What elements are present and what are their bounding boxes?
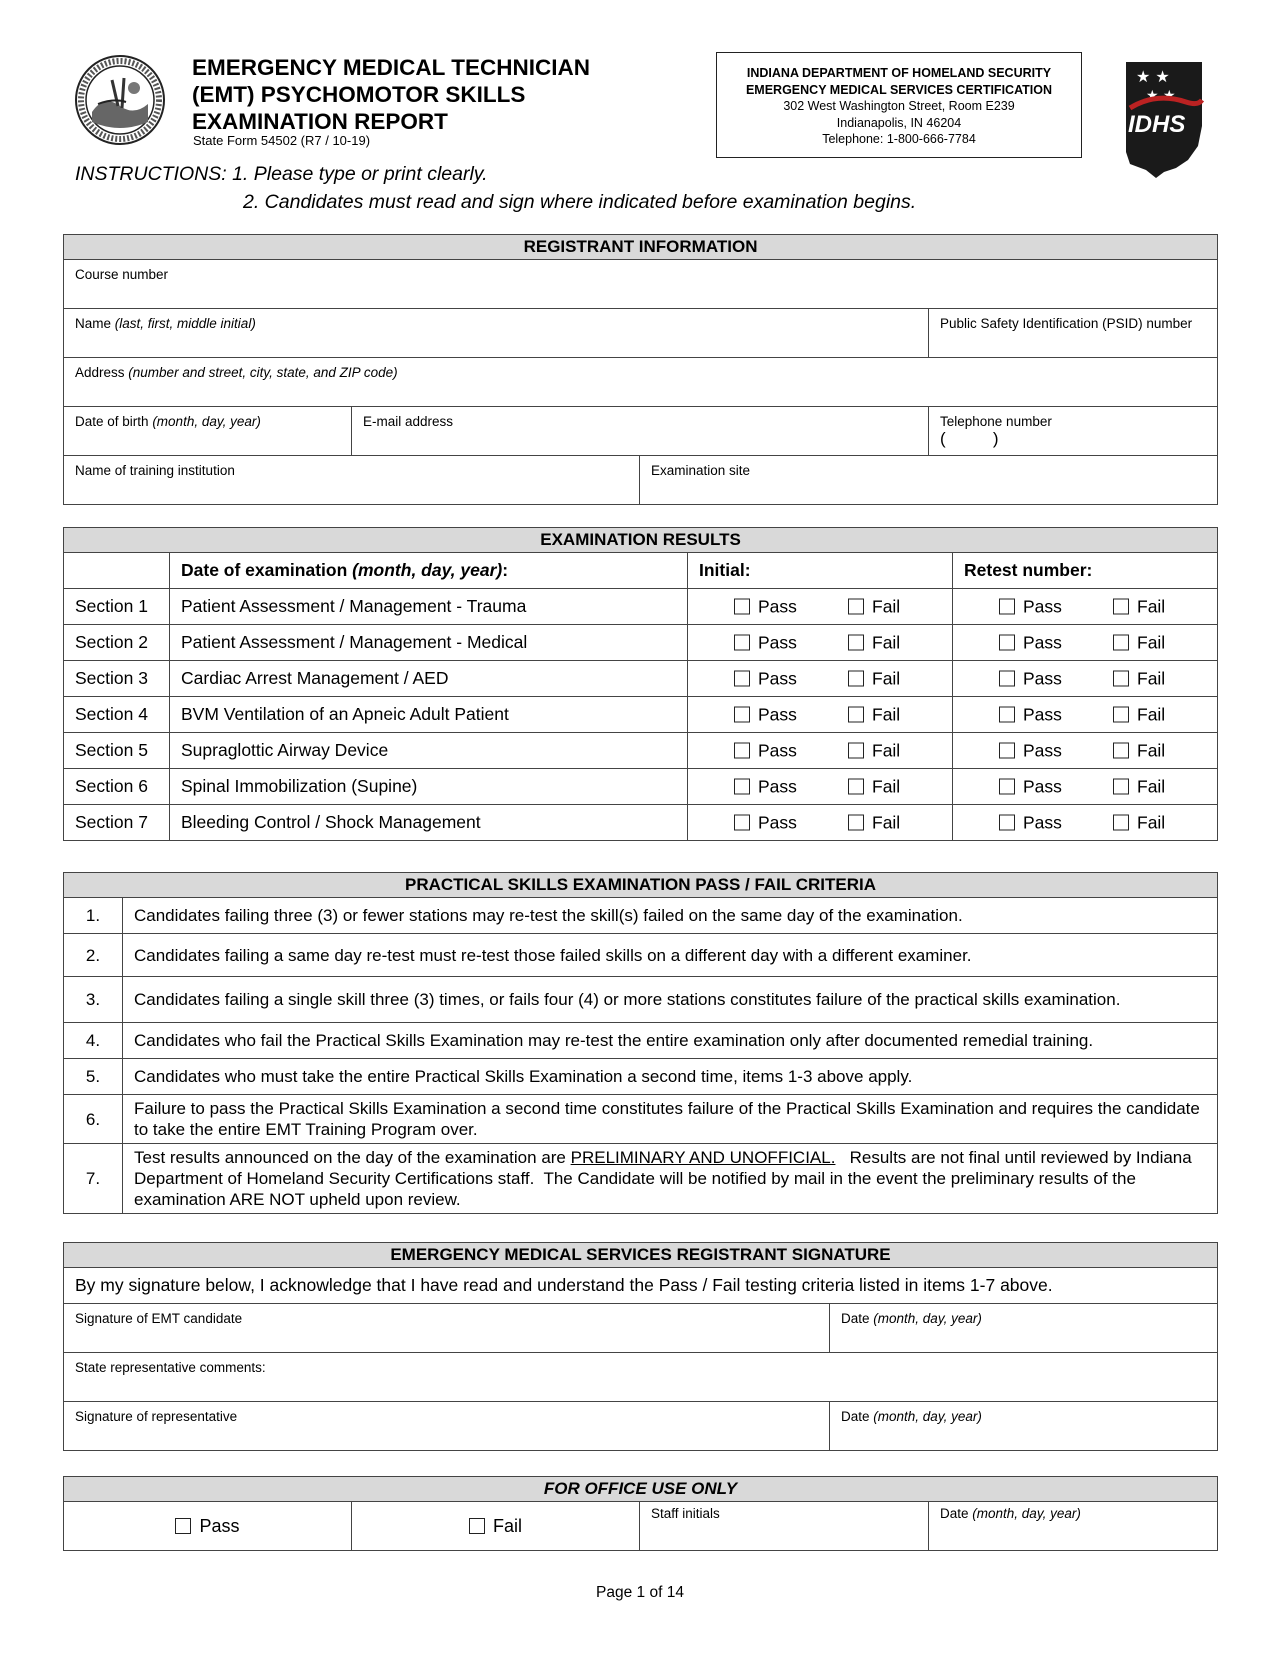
svg-text:★ ★: ★ ★	[1146, 88, 1176, 104]
section-heading: REGISTRANT INFORMATION	[64, 235, 1218, 260]
checkbox-icon	[848, 814, 864, 830]
initial-fail-checkbox[interactable]: Fail	[848, 704, 900, 725]
agency-address-box: INDIANA DEPARTMENT OF HOMELAND SECURITY EMERGENCY MEDICAL SERVICES CERTIFICATION 302 West Washington Street, Room E239 Indianapolis, IN 46204 Telephone: 1-800-666-7784	[716, 52, 1082, 158]
telephone-field[interactable]: Telephone number ( )	[929, 407, 1218, 456]
retest-pass-checkbox[interactable]: Pass	[999, 632, 1062, 653]
checkbox-icon	[734, 598, 750, 614]
initial-pass-checkbox[interactable]: Pass	[734, 596, 797, 617]
result-row	[64, 697, 1218, 733]
initial-fail-checkbox[interactable]: Fail	[848, 812, 900, 833]
section-label: Section 2	[64, 625, 170, 661]
registrant-information-table	[63, 234, 1218, 505]
idhs-logo-icon	[1116, 56, 1212, 180]
criteria-number: 4.	[64, 1023, 123, 1059]
criteria-text: Candidates who must take the entire Practical Skills Examination a second time, items 1-3 above apply.	[123, 1059, 1218, 1095]
date-of-birth-field[interactable]: Date of birth (month, day, year)	[64, 407, 352, 456]
checkbox-icon	[1113, 742, 1129, 758]
office-use-table	[63, 1476, 1218, 1551]
initial-pass-fail-cell	[688, 733, 953, 769]
checkbox-icon	[848, 598, 864, 614]
retest-fail-checkbox[interactable]: Fail	[1113, 740, 1165, 761]
initial-pass-fail-cell	[688, 661, 953, 697]
criteria-text: Candidates failing a single skill three (3) times, or fails four (4) or more stations constitutes failure of the practical skills examination.	[123, 977, 1218, 1023]
retest-pass-fail-cell	[953, 625, 1218, 661]
initial-fail-checkbox[interactable]: Fail	[848, 596, 900, 617]
section-label: Section 7	[64, 805, 170, 841]
criteria-row	[64, 977, 1218, 1023]
checkbox-icon	[734, 742, 750, 758]
checkbox-icon	[734, 778, 750, 794]
svg-text:IDHS: IDHS	[1128, 111, 1186, 138]
section-heading: EXAMINATION RESULTS	[64, 528, 1218, 553]
retest-pass-checkbox[interactable]: Pass	[999, 812, 1062, 833]
checkbox-icon	[1113, 778, 1129, 794]
training-institution-field[interactable]: Name of training institution	[64, 456, 640, 505]
examination-site-field[interactable]: Examination site	[640, 456, 1218, 505]
representative-date-field[interactable]: Date (month, day, year)	[830, 1402, 1218, 1451]
retest-pass-fail-cell	[953, 589, 1218, 625]
initial-fail-checkbox[interactable]: Fail	[848, 776, 900, 797]
course-number-field[interactable]: Course number	[64, 260, 1218, 309]
checkbox-icon	[1113, 670, 1129, 686]
representative-signature-field[interactable]: Signature of representative	[64, 1402, 830, 1451]
criteria-number: 1.	[64, 898, 123, 934]
section-heading: PRACTICAL SKILLS EXAMINATION PASS / FAIL CRITERIA	[64, 873, 1218, 898]
criteria-number: 7.	[64, 1144, 123, 1214]
checkbox-icon	[999, 634, 1015, 650]
criteria-text: Failure to pass the Practical Skills Examination a second time constitutes failure of the Practical Skills Examination and requires the candidate to take the entire EMT Training Program over.	[123, 1095, 1218, 1144]
checkbox-icon	[848, 778, 864, 794]
criteria-text: Candidates failing three (3) or fewer stations may re-test the skill(s) failed on the same day of the examination.	[123, 898, 1218, 934]
exam-date-field[interactable]: Date of examination (month, day, year):	[170, 553, 688, 589]
section-label: Section 4	[64, 697, 170, 733]
checkbox-icon	[848, 742, 864, 758]
retest-fail-checkbox[interactable]: Fail	[1113, 812, 1165, 833]
initial-pass-checkbox[interactable]: Pass	[734, 704, 797, 725]
section-name: Cardiac Arrest Management / AED	[170, 661, 688, 697]
criteria-text: Candidates failing a same day re-test must re-test those failed skills on a different day with a different examiner.	[123, 934, 1218, 977]
retest-fail-checkbox[interactable]: Fail	[1113, 596, 1165, 617]
candidate-date-field[interactable]: Date (month, day, year)	[830, 1304, 1218, 1353]
checkbox-icon	[848, 706, 864, 722]
candidate-signature-field[interactable]: Signature of EMT candidate	[64, 1304, 830, 1353]
checkbox-icon	[734, 706, 750, 722]
svg-text:★ ★: ★ ★	[1136, 67, 1170, 86]
checkbox-icon	[999, 598, 1015, 614]
criteria-row	[64, 1059, 1218, 1095]
retest-pass-checkbox[interactable]: Pass	[999, 776, 1062, 797]
initial-pass-fail-cell	[688, 625, 953, 661]
retest-pass-fail-cell	[953, 769, 1218, 805]
checkbox-icon	[848, 670, 864, 686]
retest-fail-checkbox[interactable]: Fail	[1113, 704, 1165, 725]
initial-fail-checkbox[interactable]: Fail	[848, 668, 900, 689]
retest-pass-checkbox[interactable]: Pass	[999, 740, 1062, 761]
result-row	[64, 733, 1218, 769]
retest-pass-fail-cell	[953, 697, 1218, 733]
initial-pass-checkbox[interactable]: Pass	[734, 740, 797, 761]
retest-pass-checkbox[interactable]: Pass	[999, 704, 1062, 725]
section-name: Patient Assessment / Management - Medical	[170, 625, 688, 661]
criteria-number: 2.	[64, 934, 123, 977]
checkbox-icon	[734, 634, 750, 650]
criteria-row	[64, 1095, 1218, 1144]
address-field[interactable]: Address (number and street, city, state, and ZIP code)	[64, 358, 1218, 407]
retest-pass-fail-cell	[953, 661, 1218, 697]
checkbox-icon	[999, 706, 1015, 722]
initial-pass-fail-cell	[688, 769, 953, 805]
form-number: State Form 54502 (R7 / 10-19)	[193, 133, 371, 148]
retest-number-field[interactable]: Retest number:	[953, 553, 1218, 589]
initial-pass-fail-cell	[688, 697, 953, 733]
section-name: Bleeding Control / Shock Management	[170, 805, 688, 841]
section-heading: FOR OFFICE USE ONLY	[64, 1477, 1218, 1502]
checkbox-icon	[999, 742, 1015, 758]
initial-pass-fail-cell	[688, 805, 953, 841]
criteria-number: 3.	[64, 977, 123, 1023]
pass-fail-criteria-table	[63, 872, 1218, 1214]
criteria-row	[64, 934, 1218, 977]
staff-initials-field[interactable]: Staff initials	[640, 1502, 929, 1551]
psid-field[interactable]: Public Safety Identification (PSID) number	[929, 309, 1218, 358]
checkbox-icon	[999, 670, 1015, 686]
acknowledgement-text: By my signature below, I acknowledge that I have read and understand the Pass / Fail testing criteria listed in items 1-7 above.	[64, 1268, 1218, 1304]
retest-pass-fail-cell	[953, 733, 1218, 769]
section-label: Section 3	[64, 661, 170, 697]
checkbox-icon	[1113, 634, 1129, 650]
checkbox-icon	[1113, 814, 1129, 830]
examination-results-table	[63, 527, 1218, 841]
retest-fail-checkbox[interactable]: Fail	[1113, 632, 1165, 653]
retest-fail-checkbox[interactable]: Fail	[1113, 776, 1165, 797]
checkbox-icon	[734, 670, 750, 686]
criteria-number: 5.	[64, 1059, 123, 1095]
section-name: Spinal Immobilization (Supine)	[170, 769, 688, 805]
section-heading: EMERGENCY MEDICAL SERVICES REGISTRANT SIGNATURE	[64, 1243, 1218, 1268]
email-field[interactable]: E-mail address	[352, 407, 929, 456]
section-label: Section 5	[64, 733, 170, 769]
initial-pass-checkbox[interactable]: Pass	[734, 812, 797, 833]
section-name: BVM Ventilation of an Apneic Adult Patient	[170, 697, 688, 733]
result-row	[64, 589, 1218, 625]
office-date-field[interactable]: Date (month, day, year)	[929, 1502, 1218, 1551]
initial-pass-fail-cell	[688, 589, 953, 625]
checkbox-icon	[999, 814, 1015, 830]
checkbox-icon	[734, 814, 750, 830]
retest-pass-checkbox[interactable]: Pass	[999, 596, 1062, 617]
section-label: Section 1	[64, 589, 170, 625]
retest-fail-checkbox[interactable]: Fail	[1113, 668, 1165, 689]
criteria-number: 6.	[64, 1095, 123, 1144]
representative-comments-field[interactable]: State representative comments:	[64, 1353, 1218, 1402]
initial-fail-checkbox[interactable]: Fail	[848, 740, 900, 761]
result-row	[64, 625, 1218, 661]
initial-pass-checkbox[interactable]: Pass	[734, 776, 797, 797]
initial-fail-checkbox[interactable]: Fail	[848, 632, 900, 653]
criteria-text: Test results announced on the day of the examination are PRELIMINARY AND UNOFFICIAL. Results are not final until reviewed by Indiana Department of Homeland Security Certifications staff. The Candidate will be notified by mail in the event the preliminary results of the examination ARE NOT upheld upon review.	[123, 1144, 1218, 1214]
section-label: Section 6	[64, 769, 170, 805]
result-row	[64, 805, 1218, 841]
checkbox-icon	[469, 1518, 485, 1534]
section-name: Supraglottic Airway Device	[170, 733, 688, 769]
criteria-text: Candidates who fail the Practical Skills Examination may re-test the entire examination only after documented remedial training.	[123, 1023, 1218, 1059]
checkbox-icon	[999, 778, 1015, 794]
initial-pass-checkbox[interactable]: Pass	[734, 632, 797, 653]
checkbox-icon	[1113, 706, 1129, 722]
state-seal-icon	[74, 54, 166, 146]
checkbox-icon	[1113, 598, 1129, 614]
name-field[interactable]: Name (last, first, middle initial)	[64, 309, 929, 358]
section-name: Patient Assessment / Management - Trauma	[170, 589, 688, 625]
criteria-row	[64, 898, 1218, 934]
form-title: EMERGENCY MEDICAL TECHNICIAN (EMT) PSYCHOMOTOR SKILLS EXAMINATION REPORT	[192, 55, 590, 134]
criteria-row	[64, 1023, 1218, 1059]
checkbox-icon	[175, 1518, 191, 1534]
page-number: Page 1 of 14	[596, 1584, 684, 1601]
result-row	[64, 661, 1218, 697]
registrant-signature-table	[63, 1242, 1218, 1451]
instructions: INSTRUCTIONS: 1. Please type or print clearly. 2. Candidates must read and sign where indicated before examination begins.	[75, 163, 917, 213]
initial-column-header: Initial:	[688, 553, 953, 589]
office-pass-checkbox[interactable]: Pass	[64, 1502, 352, 1551]
office-fail-checkbox[interactable]: Fail	[352, 1502, 640, 1551]
retest-pass-checkbox[interactable]: Pass	[999, 668, 1062, 689]
retest-pass-fail-cell	[953, 805, 1218, 841]
initial-pass-checkbox[interactable]: Pass	[734, 668, 797, 689]
checkbox-icon	[848, 634, 864, 650]
result-row	[64, 769, 1218, 805]
